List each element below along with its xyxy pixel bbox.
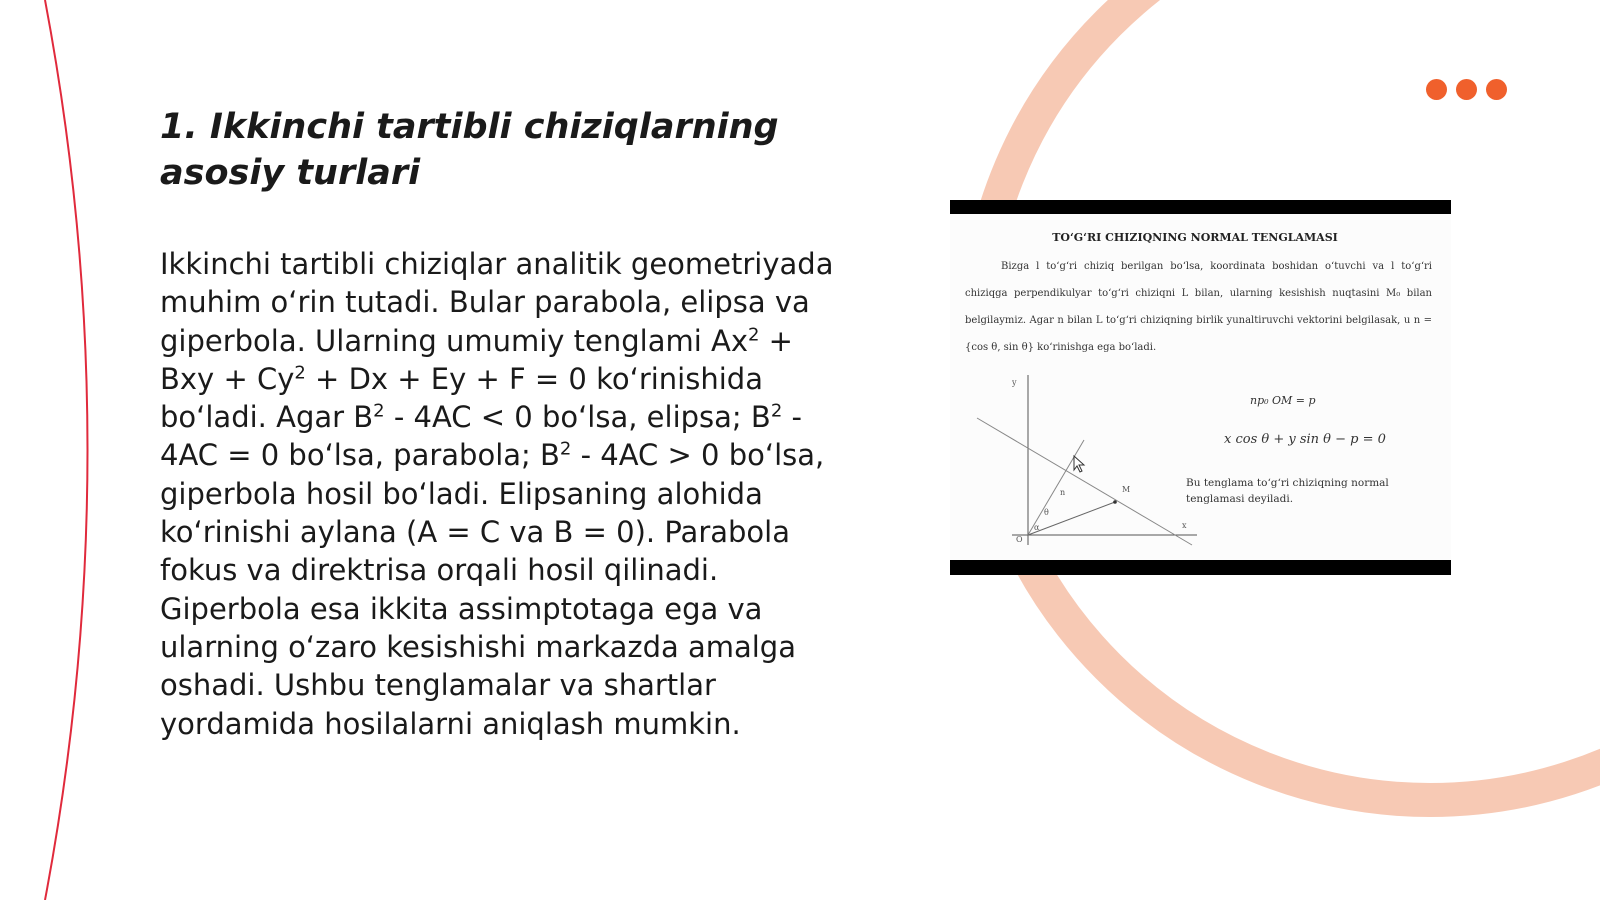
label-theta: θ [1044, 508, 1049, 517]
formula-projection: np₀ OM = p [1250, 394, 1316, 407]
label-y: y [1012, 378, 1017, 387]
slide-title: 1. Ikkinchi tartibli chiziqlarning asosiy turlari [160, 107, 779, 193]
document-note: Bu tenglama to‘g‘ri chiziqning normal tenglamasi deyiladi. [1186, 477, 1389, 505]
normal-line-diagram [972, 370, 1202, 555]
label-x: x [1182, 521, 1187, 530]
normal-line [1028, 440, 1084, 535]
slide-body-text: Ikkinchi tartibli chiziqlar analitik geometriyada muhim o‘rin tutadi. Bular parabola, elipsa va giperbola. Ularning umumiy tenglami $Ax^2$ + Bxy + $Cy^2 + Dx + Ey + F = 0$ ko‘rinishida bo‘ladi. Agar $B^2 - 4AC < 0$ bo‘lsa, elipsa; $B^2 - 4AC = 0$ bo‘lsa, parabola; $B^2 - 4AC > 0$ bo‘lsa, giperbola hosil bo‘ladi. Elipsaning alohida ko‘rinishi aylana (A = C va B = 0). Parabola fokus va direktrisa orqali hosil qilinadi. Giperbola esa ikkita assimptotaga ega va ularning o‘zaro kesishishi markazda amalga oshadi. Ushbu tenglamalar va shartlar yordamida hosilalarni aniqlash mumkin. [160, 247, 834, 741]
cursor-arrow-icon [1074, 456, 1084, 472]
left-curve-line [45, 0, 88, 900]
dot [1456, 79, 1477, 100]
video-letterbox-bottom [950, 560, 1451, 575]
dot [1426, 79, 1447, 100]
document-title: TO‘G‘RI CHIZIQNING NORMAL TENGLAMASI [1052, 231, 1338, 244]
more-dots-icon[interactable] [1426, 79, 1507, 101]
dot [1486, 79, 1507, 100]
label-n: n [1060, 488, 1066, 497]
line-l [977, 418, 1192, 545]
video-letterbox-top [950, 200, 1451, 214]
vector-om [1028, 502, 1115, 535]
formula-normal-equation: x cos θ + y sin θ − p = 0 [1224, 432, 1386, 447]
label-origin: O [1016, 535, 1023, 544]
label-m: M [1122, 485, 1131, 494]
point-m [1113, 500, 1117, 504]
video-frame[interactable] [950, 200, 1451, 575]
document-paragraph: Bizga l to‘g‘ri chiziq berilgan bo‘lsa, koordinata boshidan o‘tuvchi va l to‘g‘ri chiziqga perpendikulyar to‘g‘ri chiziqni L bilan, ularning kesishish nuqtasini M₀ bilan belgilaymiz. Agar n bilan L to‘g‘ri chiziqning birlik yunaltiruvchi vektorini belgilasak, u n = {cos θ, sin θ} ko‘rinishga ega bo‘ladi. [965, 261, 1432, 353]
label-alpha: α [1034, 523, 1040, 532]
